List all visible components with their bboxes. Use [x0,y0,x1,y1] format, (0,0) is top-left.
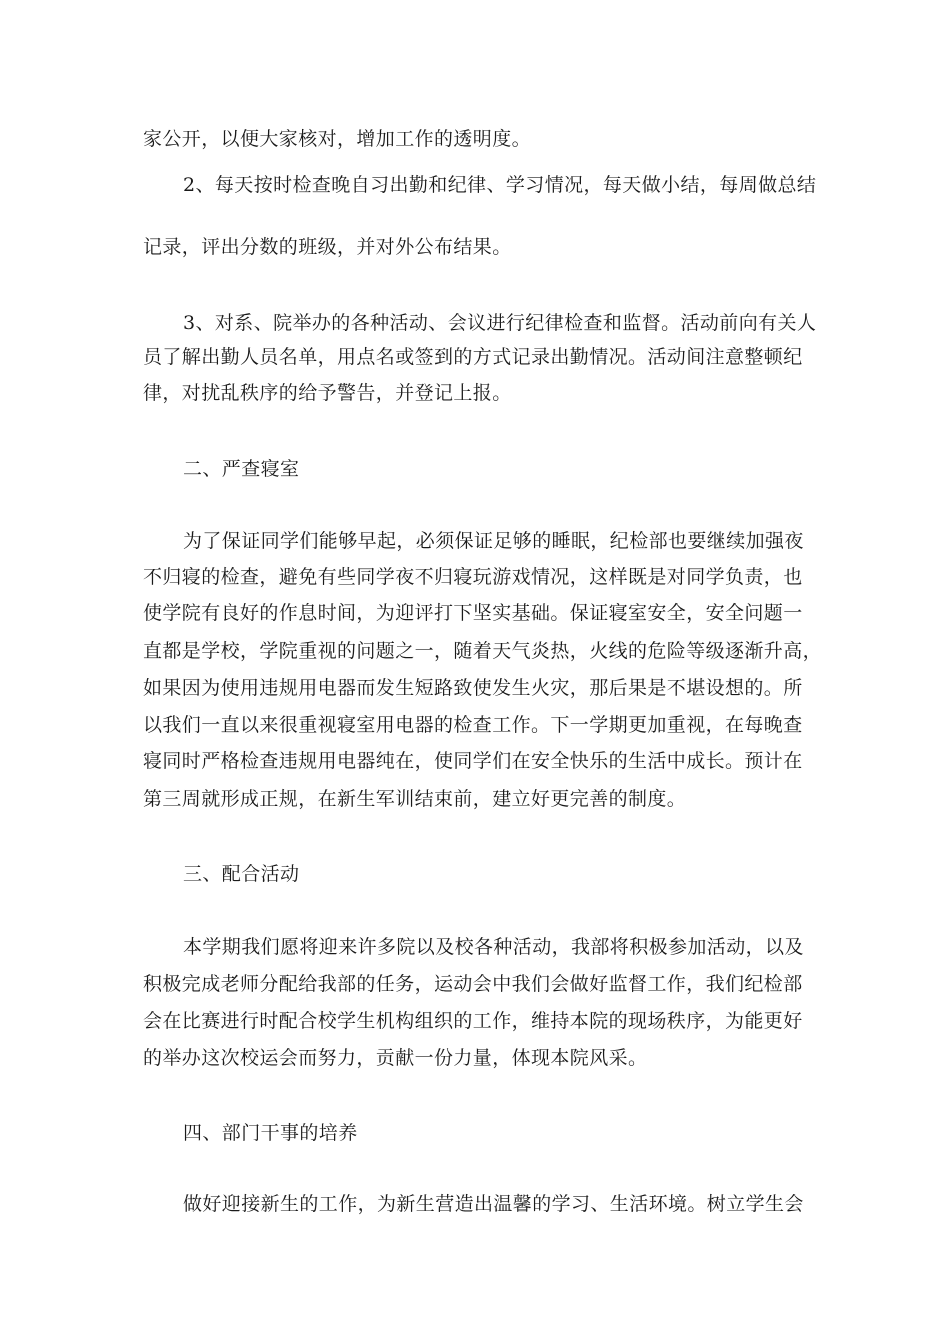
paragraph-line: 做好迎接新生的工作，为新生营造出温馨的学习、生活环境。树立学生会 [183,1193,804,1215]
paragraph-line: 律，对扰乱秩序的给予警告，并登记上报。 [143,382,512,404]
paragraph-line: 如果因为使用违规用电器而发生短路致使发生火灾，那后果是不堪设想的。所 [143,677,803,699]
paragraph-line: 会在比赛进行时配合校学生机构组织的工作，维持本院的现场秩序，为能更好 [143,1010,803,1032]
paragraph-line: 直都是学校，学院重视的问题之一，随着天气炎热，火线的危险等级逐渐升高， [143,640,823,662]
paragraph-line: 3、对系、院举办的各种活动、会议进行纪律检查和监督。活动前向有关人 [183,312,817,334]
paragraph-line: 以我们一直以来很重视寝室用电器的检查工作。下一学期更加重视，在每晚查 [143,714,803,736]
paragraph-line: 积极完成老师分配给我部的任务，运动会中我们会做好监督工作，我们纪检部 [143,973,803,995]
paragraph-line: 2、每天按时检查晚自习出勤和纪律、学习情况，每天做小结，每周做总结 [183,174,817,196]
section-heading: 二、严查寝室 [183,458,300,480]
paragraph-line: 本学期我们愿将迎来许多院以及校各种活动，我部将积极参加活动，以及 [183,936,804,958]
paragraph-line: 的举办这次校运会而努力，贡献一份力量，体现本院风采。 [143,1047,648,1069]
paragraph-line: 为了保证同学们能够早起，必须保证足够的睡眠，纪检部也要继续加强夜 [183,530,804,552]
paragraph-line: 不归寝的检查，避免有些同学夜不归寝玩游戏情况，这样既是对同学负责，也 [143,566,803,588]
section-heading: 四、部门干事的培养 [183,1122,358,1144]
paragraph-line: 使学院有良好的作息时间，为迎评打下坚实基础。保证寝室安全，安全问题一 [143,602,803,624]
paragraph-line: 记录，评出分数的班级，并对外公布结果。 [143,236,512,258]
paragraph-line: 家公开，以便大家核对，增加工作的透明度。 [143,128,532,150]
paragraph-line: 第三周就形成正规，在新生军训结束前，建立好更完善的制度。 [143,788,687,810]
paragraph-line: 寝同时严格检查违规用电器纯在，使同学们在安全快乐的生活中成长。预计在 [143,750,803,772]
paragraph-line: 员了解出勤人员名单，用点名或签到的方式记录出勤情况。活动间注意整顿纪 [143,346,803,368]
section-heading: 三、配合活动 [183,863,300,885]
